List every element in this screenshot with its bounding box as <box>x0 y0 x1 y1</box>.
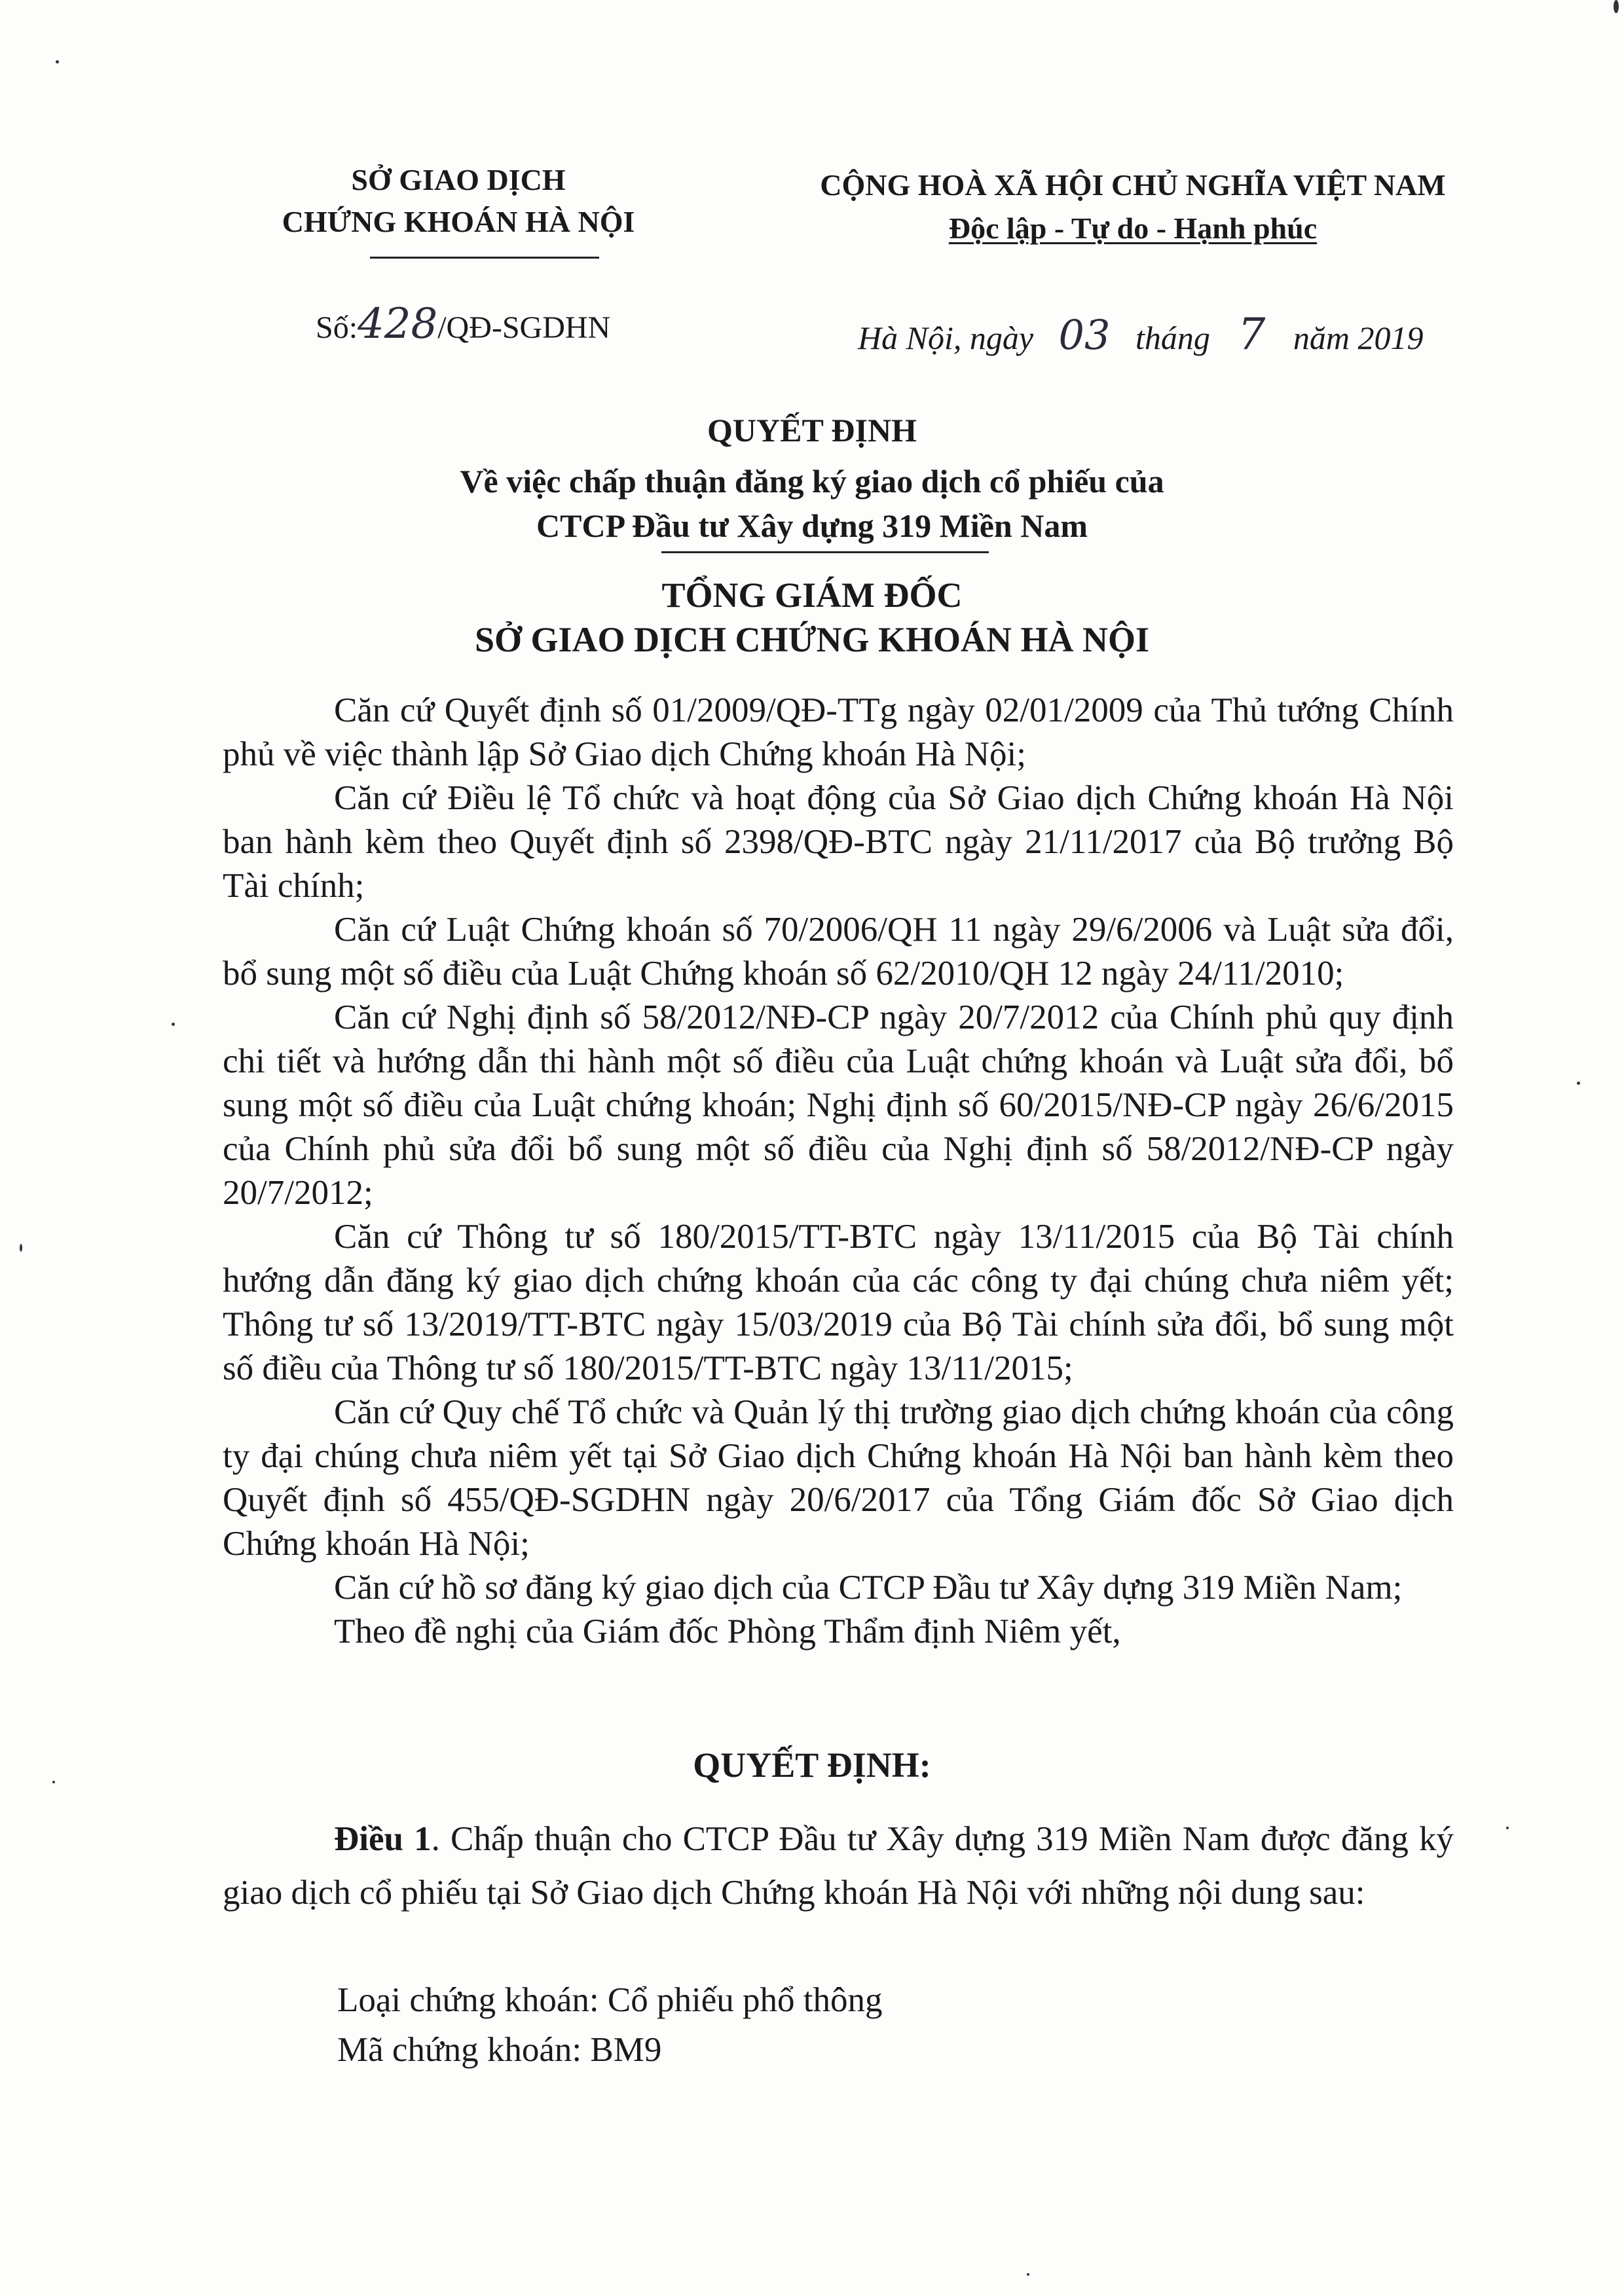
date-prefix: Hà Nội, ngày <box>858 319 1034 356</box>
article-1-label: Điều 1 <box>334 1820 432 1858</box>
date-month-label: tháng <box>1135 319 1210 356</box>
national-title: CỘNG HOÀ XÃ HỘI CHỦ NGHĨA VIỆT NAM <box>820 168 1446 202</box>
basis-paragraph: Căn cứ Điều lệ Tổ chức và hoạt động của Sở Giao dịch Chứng khoán Hà Nội ban hành kèm theo Quyết định số 2398/QĐ-BTC ngày 21/11/2017 của Bộ trưởng Bộ Tài chính; <box>223 779 1454 905</box>
list-item: Loại chứng khoán: Cổ phiếu phổ thông <box>337 1981 883 2019</box>
issuer-title: TỔNG GIÁM ĐỐC <box>661 575 963 615</box>
basis-paragraph: Căn cứ hồ sơ đăng ký giao dịch của CTCP Đầu tư Xây dựng 319 Miền Nam; <box>334 1569 1403 1607</box>
decision-heading: QUYẾT ĐỊNH: <box>693 1745 931 1785</box>
date-year: năm 2019 <box>1293 319 1424 356</box>
agency-name-line1: SỞ GIAO DỊCH <box>351 163 566 196</box>
number-prefix: Số: <box>316 310 358 345</box>
basis-paragraph: Căn cứ Quy chế Tổ chức và Quản lý thị trường giao dịch chứng khoán của công ty đại chúng chưa niêm yết tại Sở Giao dịch Chứng khoán Hà Nội ban hành kèm theo Quyết định số 455/QĐ-SGDHN ngày 20/6/2017 của Tổng Giám đốc Sở Giao dịch Chứng khoán Hà Nội; <box>223 1393 1454 1563</box>
list-item: Mã chứng khoán: BM9 <box>337 2031 662 2069</box>
basis-paragraph: Căn cứ Quyết định số 01/2009/QĐ-TTg ngày 02/01/2009 của Thủ tướng Chính phủ về việc thành lập Sở Giao dịch Chứng khoán Hà Nội; <box>223 691 1454 773</box>
handwritten-number: 428 <box>358 300 438 348</box>
document-date <box>858 309 1423 359</box>
basis-paragraph: Căn cứ Thông tư số 180/2015/TT-BTC ngày 13/11/2015 của Bộ Tài chính hướng dẫn đăng ký giao dịch chứng khoán của các công ty đại chúng chưa niêm yết; Thông tư số 13/2019/TT-BTC ngày 15/03/2019 của Bộ Tài chính sửa đổi, bổ sung một số điều của Thông tư số 180/2015/TT-BTC ngày 13/11/2015; <box>223 1218 1454 1387</box>
agency-name-line2: CHỨNG KHOÁN HÀ NỘI <box>282 205 635 238</box>
document-title: QUYẾT ĐỊNH <box>707 412 917 448</box>
national-motto: Độc lập - Tự do - Hạnh phúc <box>948 211 1318 245</box>
issuer-organization: SỞ GIAO DỊCH CHỨNG KHOÁN HÀ NỘI <box>474 620 1150 659</box>
article-1-paragraph <box>223 1812 1454 1920</box>
handwritten-day: 03 <box>1058 311 1111 359</box>
article-1-text: . Chấp thuận cho CTCP Đầu tư Xây dựng 319 Miền Nam được đăng ký giao dịch cổ phiếu tại Sở Giao dịch Chứng khoán Hà Nội với những nội dung sau: <box>223 1820 1454 1912</box>
handwritten-month: 7 <box>1238 309 1266 359</box>
number-suffix: /QĐ-SGDHN <box>437 310 611 345</box>
legal-bases <box>223 689 1454 1654</box>
document-number <box>316 300 610 348</box>
basis-paragraph: Căn cứ Luật Chứng khoán số 70/2006/QH 11 ngày 29/6/2006 và Luật sửa đổi, bổ sung một số điều của Luật Chứng khoán số 62/2010/QH 12 ngày 24/11/2010; <box>223 911 1454 993</box>
agency-underline <box>370 257 599 259</box>
document-subject-line1: Về việc chấp thuận đăng ký giao dịch cổ phiếu của <box>460 463 1164 500</box>
subject-underline <box>661 551 989 553</box>
basis-paragraph: Căn cứ Nghị định số 58/2012/NĐ-CP ngày 20/7/2012 của Chính phủ quy định chi tiết và hướng dẫn thi hành một số điều của Luật chứng khoán và Luật sửa đổi, bổ sung một số điều của Luật chứng khoán; Nghị định số 60/2015/NĐ-CP ngày 26/6/2015 của Chính phủ sửa đổi bổ sung một số điều của Nghị định số 58/2012/NĐ-CP ngày 20/7/2012; <box>223 998 1454 1212</box>
basis-paragraph: Theo đề nghị của Giám đốc Phòng Thẩm định Niêm yết, <box>334 1613 1121 1650</box>
document-subject-line2: CTCP Đầu tư Xây dựng 319 Miền Nam <box>536 507 1088 544</box>
article-1 <box>223 1812 1454 1920</box>
